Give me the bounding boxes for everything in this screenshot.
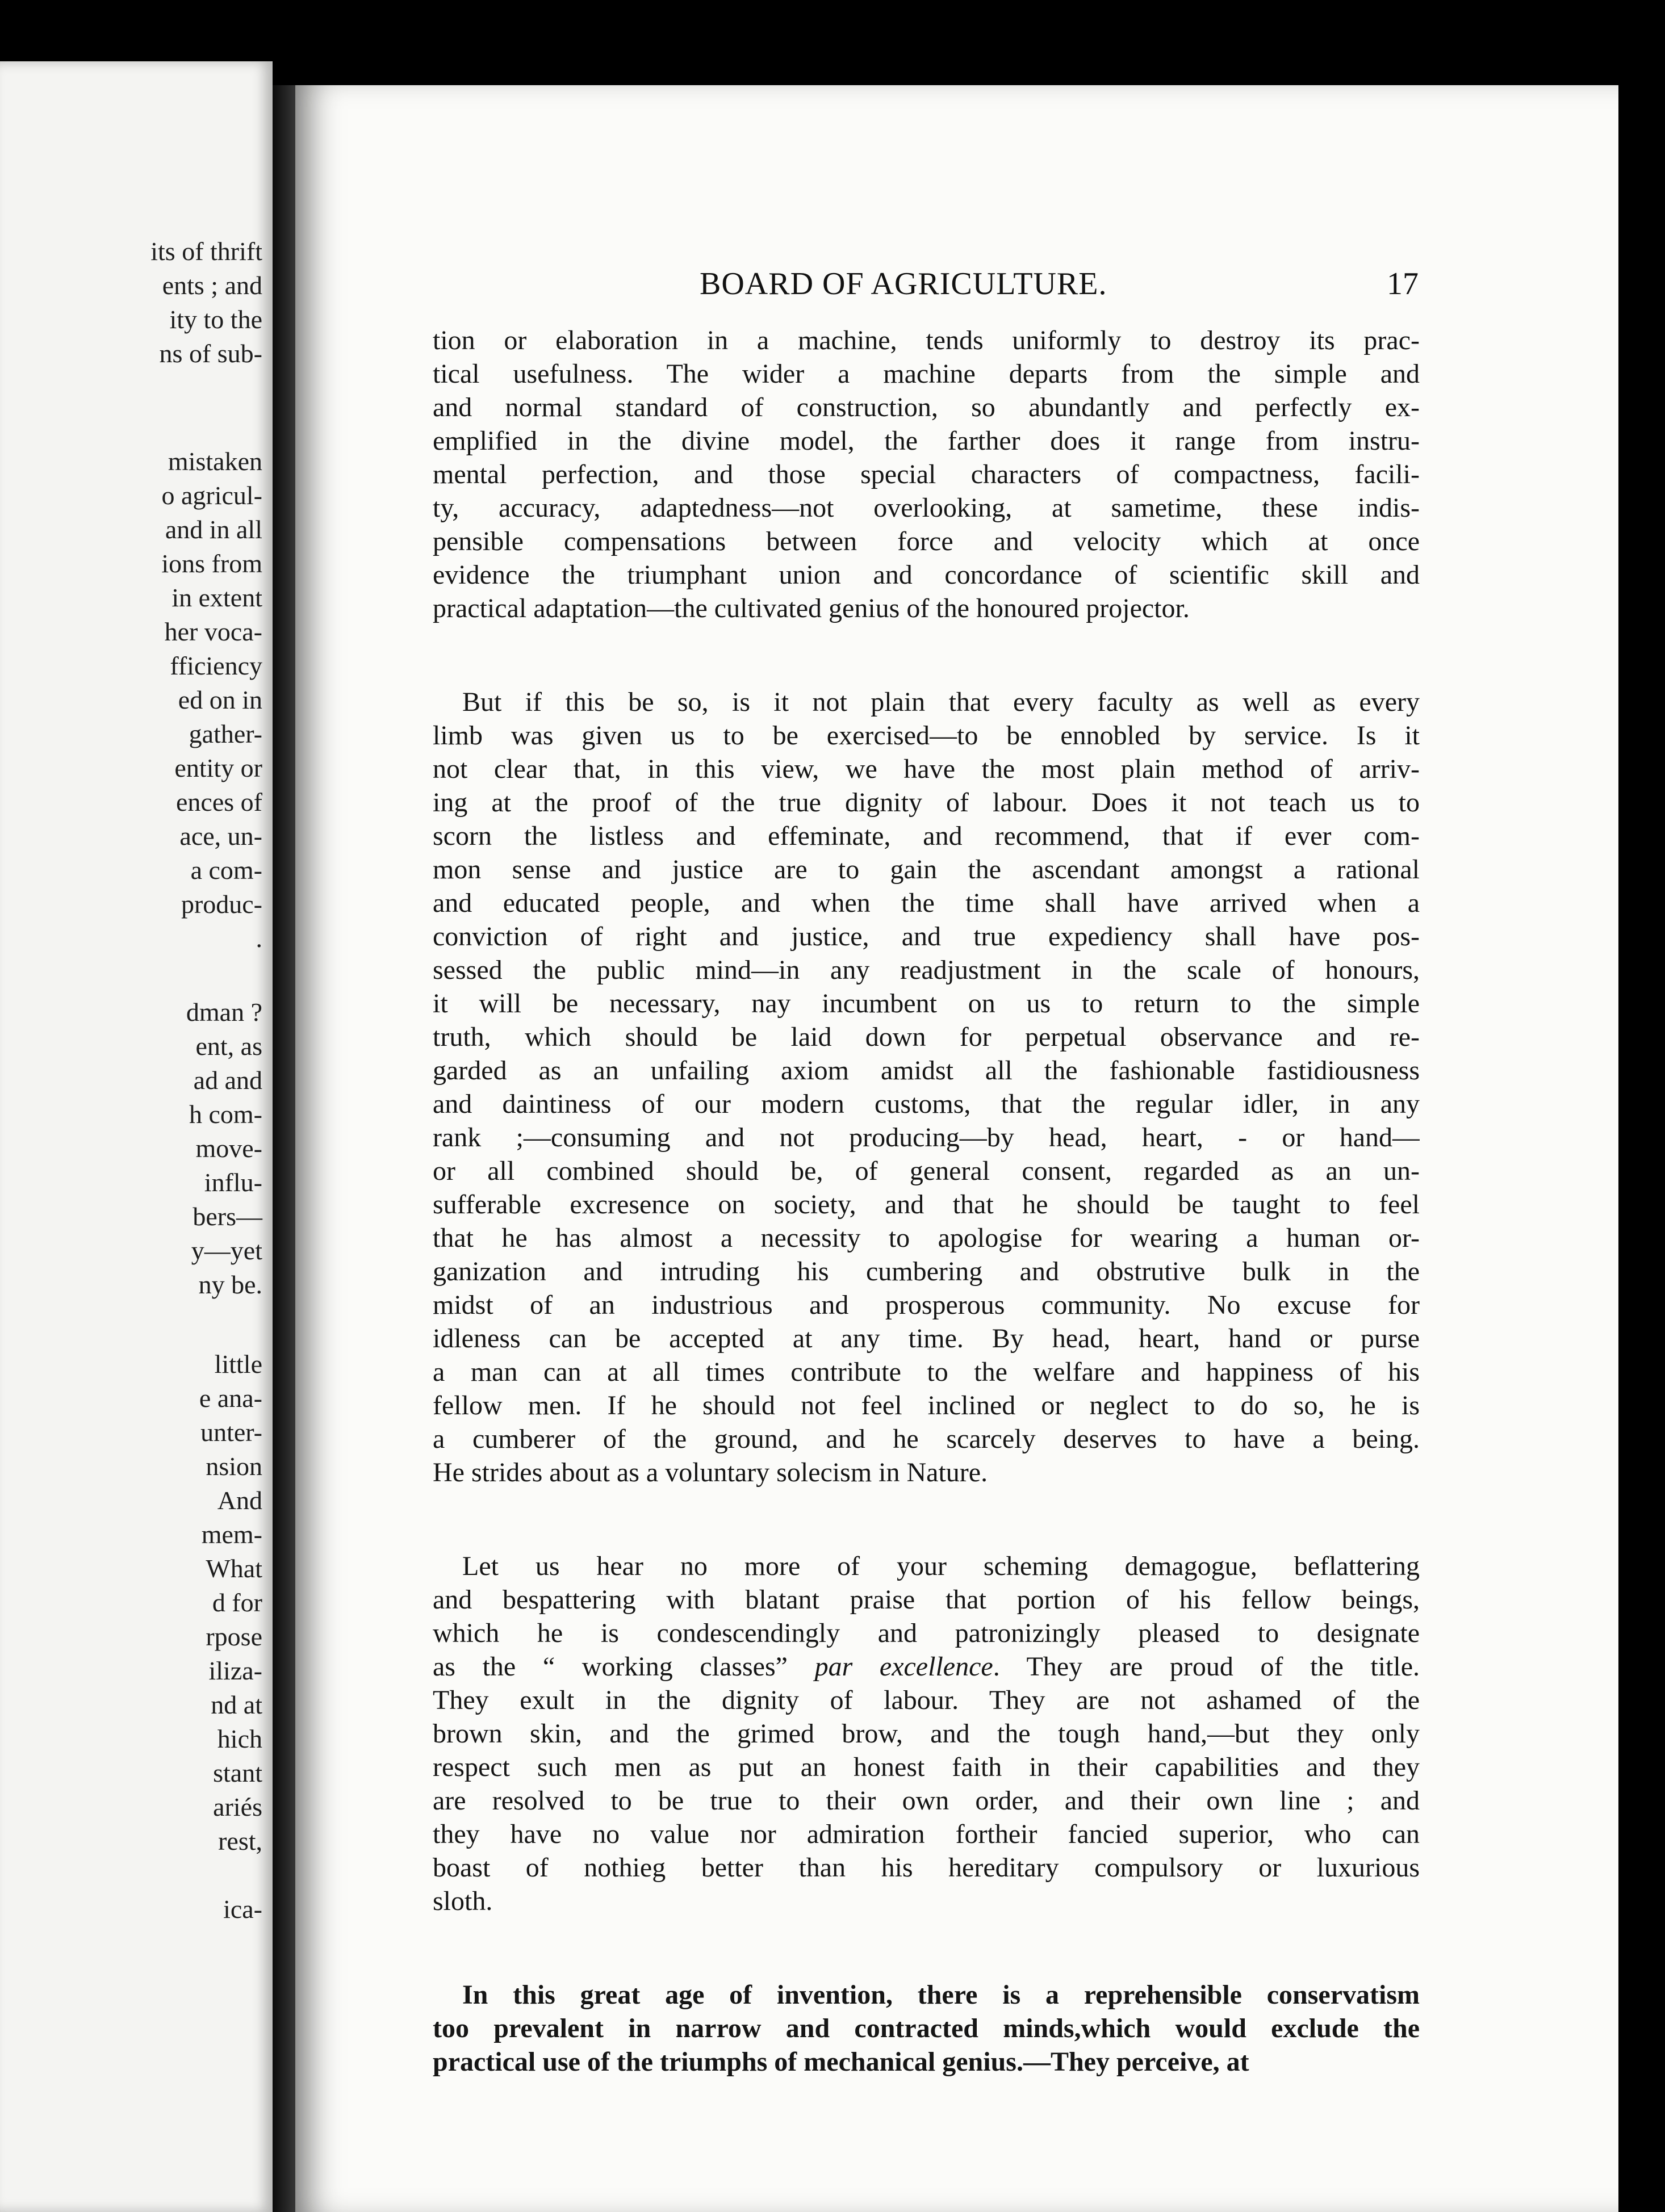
text-line: scorn the listless and effeminate, and recommend, that if ever com- (433, 821, 1420, 851)
text-line: and bespattering with blatant praise that portion of his fellow beings, (433, 1585, 1420, 1615)
facing-page-line-fragment: in extent (171, 583, 262, 612)
paragraph-spacer (433, 625, 1420, 685)
facing-page-line-fragment: unter- (200, 1418, 262, 1447)
facing-page-line-fragment: mistaken (168, 447, 262, 476)
facing-page-line-fragment: iliza- (208, 1656, 262, 1685)
text-line: practical adaptation—the cultivated genius of the honoured projector. (433, 593, 1190, 623)
text-line: truth, which should be laid down for perpetual observance and re- (433, 1022, 1420, 1052)
text-line: they have no value nor admiration fortheir fancied superior, who can (433, 1819, 1420, 1849)
facing-page-line-fragment: stant (213, 1758, 262, 1787)
paragraph-p3 (433, 1549, 1420, 1918)
text-line: emplified in the divine model, the farther does it range from instru- (433, 426, 1420, 456)
text-line: sloth. (433, 1886, 493, 1916)
facing-page-line-fragment: o agricul- (161, 481, 262, 510)
text-line: which he is condescendingly and patronizingly pleased to designate (433, 1618, 1420, 1648)
text-line: a man can at all times contribute to the welfare and happiness of his (433, 1357, 1420, 1387)
facing-page-line-fragment: ents ; and (162, 271, 262, 300)
paragraph-p1 (433, 324, 1420, 625)
text-line: and normal standard of construction, so abundantly and perfectly ex- (433, 392, 1420, 422)
text-line: respect such men as put an honest faith in their capabilities and they (433, 1752, 1420, 1782)
facing-page-line-fragment: e ana- (199, 1384, 262, 1413)
facing-page-line-fragment: rest, (218, 1826, 262, 1855)
paragraph-p2 (433, 685, 1420, 1489)
facing-page-line-fragment: ent, as (195, 1032, 262, 1061)
facing-page-line-fragment: entity or (174, 753, 262, 782)
text-line: as the “ working classes” par excellence. They are proud of the title. (433, 1652, 1420, 1682)
text-line: They exult in the dignity of labour. They are not ashamed of the (433, 1685, 1420, 1715)
text-line: fellow men. If he should not feel inclined or neglect to do so, he is (433, 1390, 1420, 1421)
facing-page-line-fragment: ions from (161, 549, 262, 578)
paragraph-spacer (433, 1918, 1420, 1978)
running-head: BOARD OF AGRICULTURE. (700, 266, 1107, 301)
text-line: boast of nothieg better than his hereditary compulsory or luxurious (433, 1853, 1420, 1883)
text-line: brown skin, and the grimed brow, and the tough hand,—but they only (433, 1719, 1420, 1749)
facing-page-line-fragment: bers— (193, 1202, 262, 1231)
text-line: and educated people, and when the time shall have arrived when a (433, 888, 1420, 918)
text-line: ty, accuracy, adaptedness—not overlooking, at sametime, these indis- (433, 493, 1420, 523)
facing-page-line-fragment: ed on in (178, 685, 262, 714)
facing-page-line-fragment: ica- (223, 1895, 262, 1924)
facing-page-line-fragment: mem- (201, 1520, 262, 1549)
text-line: idleness can be accepted at any time. By head, heart, hand or purse (433, 1323, 1420, 1354)
facing-page-text-fragments (0, 61, 273, 2212)
facing-page-line-fragment: ences of (176, 787, 262, 816)
facing-page-left (0, 61, 273, 2212)
facing-page-line-fragment: influ- (204, 1168, 262, 1197)
facing-page-line-fragment: her voca- (164, 617, 262, 646)
facing-page-line-fragment: dman ? (186, 998, 262, 1027)
text-line: rank ;—consuming and not producing—by head, heart, - or hand— (433, 1122, 1420, 1153)
italic-phrase: par excellence (814, 1652, 993, 1682)
facing-page-line-fragment: ariés (213, 1792, 262, 1821)
paragraph-spacer (433, 1489, 1420, 1549)
facing-page-line-fragment: h com- (189, 1100, 262, 1129)
facing-page-line-fragment: nd at (211, 1690, 262, 1719)
text-line: In this great age of invention, there is a reprehensible conservatism (462, 1980, 1420, 2010)
facing-page-line-fragment: fficiency (170, 651, 262, 680)
facing-page-line-fragment: little (214, 1350, 262, 1379)
facing-page-line-fragment: ace, un- (179, 822, 262, 851)
text-line: it will be necessary, nay incumbent on us to return to the simple (433, 988, 1420, 1019)
document-page (295, 85, 1618, 2212)
text-line: and daintiness of our modern customs, that the regular idler, in any (433, 1089, 1420, 1119)
text-line: that he has almost a necessity to apologise for wearing a human or- (433, 1223, 1420, 1253)
text-line: are resolved to be true to their own order, and their own line ; and (433, 1786, 1420, 1816)
text-line: not clear that, in this view, we have the most plain method of arriv- (433, 754, 1420, 784)
text-line: or all combined should be, of general consent, regarded as an un- (433, 1156, 1420, 1186)
text-line: But if this be so, is it not plain that every faculty as well as every (462, 687, 1420, 717)
text-line: ganization and intruding his cumbering and obstrutive bulk in the (433, 1256, 1420, 1287)
facing-page-line-fragment: ns of sub- (159, 339, 262, 368)
facing-page-line-fragment: And (217, 1486, 262, 1515)
facing-page-line-fragment: d for (212, 1588, 262, 1617)
facing-page-line-fragment: its of thrift (150, 237, 262, 266)
facing-page-line-fragment: gather- (189, 719, 262, 748)
text-line: midst of an industrious and prosperous community. No excuse for (433, 1290, 1420, 1320)
facing-page-line-fragment: What (206, 1554, 262, 1583)
facing-page-line-fragment: . (256, 924, 262, 953)
facing-page-line-fragment: move- (195, 1134, 262, 1163)
text-line: tical usefulness. The wider a machine departs from the simple and (433, 359, 1420, 389)
page-header (295, 266, 1618, 317)
text-line: practical use of the triumphs of mechanical genius.—They perceive, at (433, 2047, 1249, 2077)
facing-page-line-fragment: ity to the (169, 305, 262, 334)
facing-page-line-fragment: ad and (193, 1066, 262, 1095)
facing-page-line-fragment: nsion (206, 1452, 262, 1481)
facing-page-line-fragment: produc- (181, 890, 262, 919)
text-line: mental perfection, and those special characters of compactness, facili- (433, 459, 1420, 489)
text-line: conviction of right and justice, and true expediency shall have pos- (433, 921, 1420, 952)
text-line: Let us hear no more of your scheming demagogue, beflattering (462, 1551, 1420, 1581)
facing-page-line-fragment: rpose (206, 1622, 262, 1651)
text-line: sessed the public mind—in any readjustment in the scale of honours, (433, 955, 1420, 985)
text-line: sufferable excresence on society, and that he should be taught to feel (433, 1189, 1420, 1220)
text-line: garded as an unfailing axiom amidst all the fashionable fastidiousness (433, 1055, 1420, 1086)
text-line: He strides about as a voluntary solecism in Nature. (433, 1457, 988, 1488)
text-line: pensible compensations between force and velocity which at once (433, 526, 1420, 556)
text-line: limb was given us to be exercised—to be ennobled by service. Is it (433, 720, 1420, 751)
body-text (433, 324, 1420, 2079)
text-line: evidence the triumphant union and concordance of scientific skill and (433, 560, 1420, 590)
text-line: too prevalent in narrow and contracted minds,which would exclude the (433, 2013, 1420, 2043)
text-line: tion or elaboration in a machine, tends uniformly to destroy its prac- (433, 325, 1420, 355)
facing-page-line-fragment: y—yet (191, 1236, 262, 1265)
facing-page-line-fragment: a com- (190, 856, 262, 885)
paragraph-p4 (433, 1978, 1420, 2079)
facing-page-line-fragment: and in all (165, 515, 262, 544)
page-number: 17 (1387, 266, 1419, 301)
text-line: mon sense and justice are to gain the ascendant amongst a rational (433, 854, 1420, 885)
text-line: ing at the proof of the true dignity of labour. Does it not teach us to (433, 787, 1420, 818)
facing-page-line-fragment: ny be. (198, 1270, 262, 1299)
text-line: a cumberer of the ground, and he scarcely deserves to have a being. (433, 1424, 1420, 1454)
facing-page-line-fragment: hich (217, 1724, 262, 1753)
